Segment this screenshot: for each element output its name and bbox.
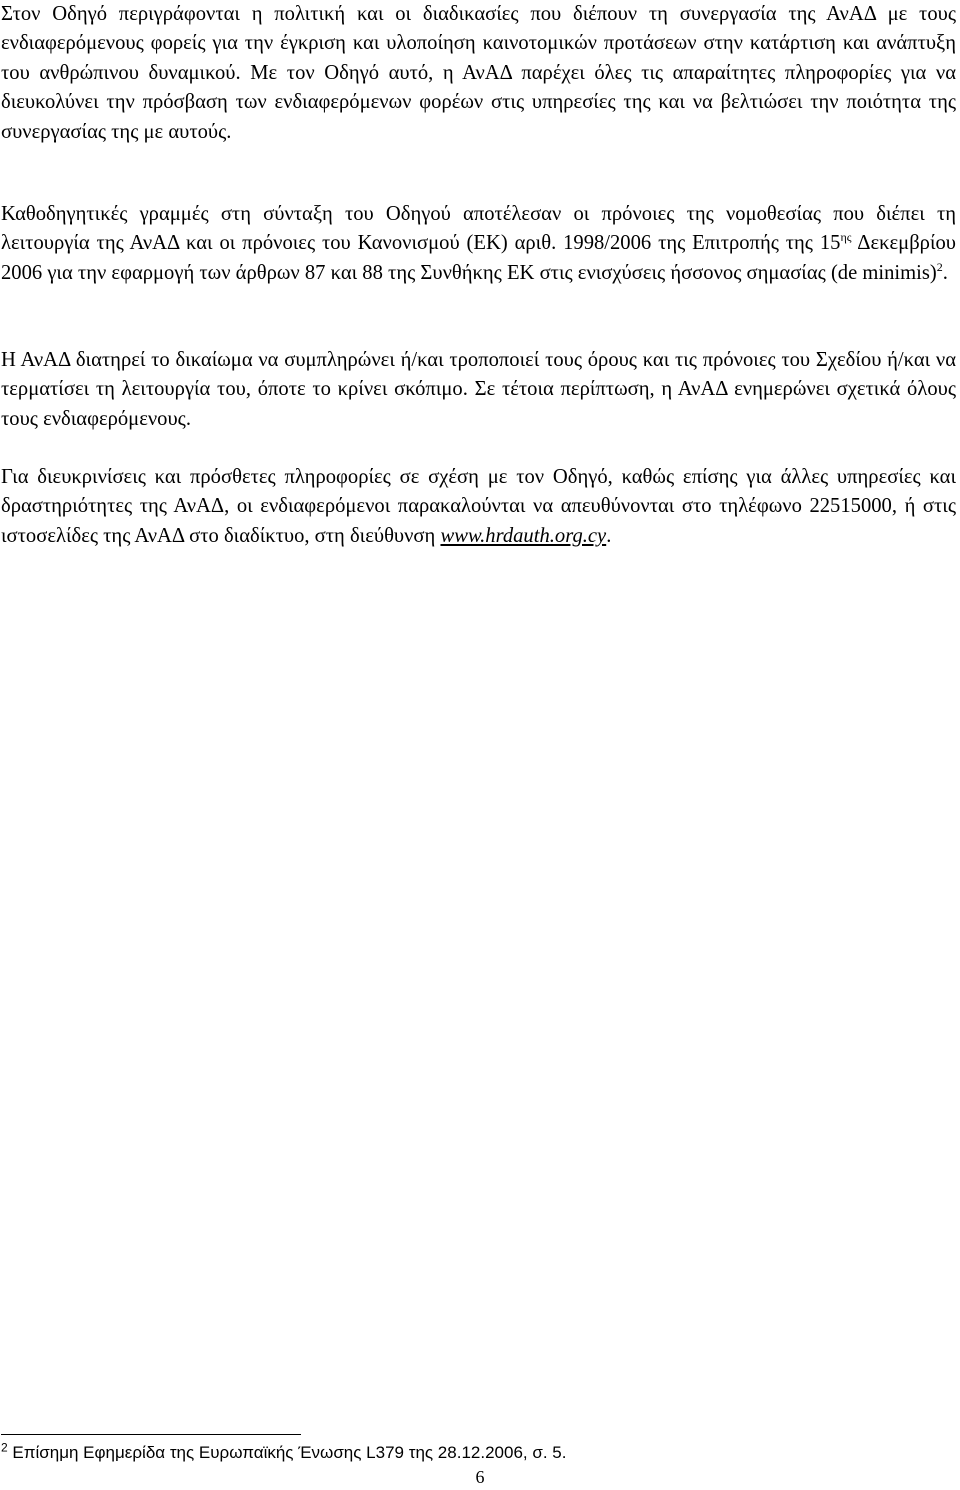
- legal-basis-text-1: Καθοδηγητικές γραμμές στη σύνταξη του Οδηγού αποτέλεσαν οι πρόνοιες της νομοθεσίας που διέπει τη λειτουργία της ΑνΑΔ και οι πρόνοιες του Κανονισμού (ΕΚ) αριθ. 1998/2006 της Επιτροπής της 15: [1, 203, 956, 255]
- ordinal-superscript: ης: [840, 230, 852, 245]
- page-number: 6: [475, 1467, 485, 1487]
- website-link[interactable]: www.hrdauth.org.cy: [440, 524, 607, 547]
- contact-text: Για διευκρινίσεις και πρόσθετες πληροφορίες σε σχέση με τον Οδηγό, καθώς επίσης για άλλες υπηρεσίες και δραστηριότητες της ΑνΑΔ, οι ενδιαφερόμενοι παρακαλούνται να απευθύνονται στο τηλέφωνο 22515000, ή στις ιστοσελίδες της ΑνΑΔ στο διαδίκτυο, στη διεύθυνση: [1, 466, 956, 547]
- footnote-text: Επίσημη Εφημερίδα της Ευρωπαϊκής Ένωσης L379 της 28.12.2006, σ. 5.: [7, 1443, 567, 1462]
- paragraph-legal-basis: [1, 200, 956, 288]
- footnote-divider: [1, 1434, 301, 1435]
- paragraph-contact-info: [1, 463, 956, 551]
- paragraph-rights-reserved: Η ΑνΑΔ διατηρεί το δικαίωμα να συμπληρώνει ή/και τροποποιεί τους όρους και τις πρόνοιες του Σχεδίου ή/και να τερματίσει τη λειτουργία του, όποτε το κρίνει σκόπιμο. Σε τέτοια περίπτωση, η ΑνΑΔ ενημερώνει σχετικά όλους τους ενδιαφερόμενους.: [1, 349, 956, 430]
- contact-text-end: .: [606, 524, 612, 547]
- footnote-reference[interactable]: 2: [936, 259, 943, 274]
- footnote-number: 2: [1, 1440, 8, 1455]
- footnote: [1, 1442, 901, 1464]
- legal-basis-text-2: Δεκεμβρίου 2006 για την εφαρμογή των άρθρων 87 και 88 της Συνθήκης ΕΚ στις ενισχύσεις ήσσονος σημασίας (de minimis): [1, 232, 956, 284]
- legal-basis-text-3: .: [942, 261, 948, 284]
- paragraph-guide-description: Στον Οδηγό περιγράφονται η πολιτική και οι διαδικασίες που διέπουν τη συνεργασία της ΑνΑΔ με τους ενδιαφερόμενους φορείς για την έγκριση και υλοποίηση καινοτομικών προτάσεων στην κατάρτιση και ανάπτυξη του ανθρώπινου δυναμικού. Με τον Οδηγό αυτό, η ΑνΑΔ παρέχει όλες τις απαραίτητες πληροφορίες για να διευκολύνει την πρόσβαση των ενδιαφερόμενων φορέων στις υπηρεσίες της και να βελτιώσει την ποιότητα της συνεργασίας της με αυτούς.: [1, 3, 956, 143]
